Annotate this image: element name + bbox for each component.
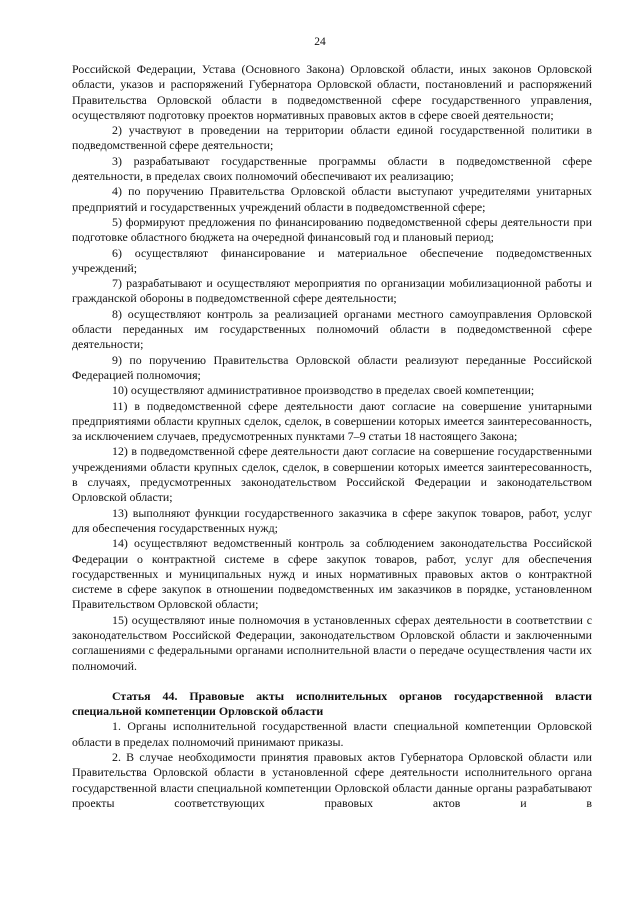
article-44-paragraph-2: 2. В случае необходимости принятия правовых актов Губернатора Орловской области или Правительства Орловской области в установленной сфере деятельности исполнительного органа государственной власти специальной компетенции Орловской области данные органы разрабатывают проекты соответствующих правовых актов и в <box>72 750 592 810</box>
list-item-6: 6) осуществляют финансирование и материальное обеспечение подведомственных учреждений; <box>72 245 592 275</box>
list-item-13: 13) выполняют функции государственного заказчика в сфере закупок товаров, работ, услуг для обеспечения государственных нужд; <box>72 505 592 535</box>
list-item-10: 10) осуществляют административное производство в пределах своей компетенции; <box>112 383 535 398</box>
list-item-7: 7) разрабатывают и осуществляют мероприятия по организации мобилизационной работы и гражданской обороны в подведомственной сфере деятельности; <box>72 276 592 306</box>
list-item-8: 8) осуществляют контроль за реализацией органами местного самоуправления Орловской области переданных им государственных полномочий области в подведомственной сфере деятельности; <box>72 306 592 352</box>
document-body <box>72 62 592 811</box>
list-item-4: 4) по поручению Правительства Орловской области выступают учредителями унитарных предприятий и государственных учреждений области в подведомственной сфере; <box>72 184 592 214</box>
list-item-9: 9) по поручению Правительства Орловской области реализуют переданные Российской Федерацией полномочия; <box>72 352 592 382</box>
paragraph-continuation: Российской Федерации, Устава (Основного Закона) Орловской области, иных законов Орловской области, указов и распоряжений Губернатора Орловской области, постановлений и распоряжений Правительства Орловской области в подведомственной сфере государственного управления, осуществляют подготовку проектов нормативных правовых актов в сфере своей деятельности; <box>72 62 592 122</box>
list-item-14: 14) осуществляют ведомственный контроль за соблюдением законодательства Российской Федерации о контрактной системе в сфере закупок товаров, работ, услуг для обеспечения государственных и муниципальных нужд и иных нормативных правовых актов о контрактной системе в сфере закупок в отношении подведомственных им заказчиков в порядке, установленном Правительством Орловской области; <box>72 536 592 612</box>
article-44-heading: Статья 44. Правовые акты исполнительных органов государственной власти специальной компетенции Орловской области <box>72 688 592 719</box>
list-item-2: 2) участвуют в проведении на территории области единой государственной политики в подведомственной сфере деятельности; <box>72 123 592 153</box>
list-item-12: 12) в подведомственной сфере деятельности дают согласие на совершение государственными учреждениями области крупных сделок, сделок, в совершении которых имеется заинтересованность, в случаях, предусмотренных законодательством Российской Федерации и законодательством Орловской области; <box>72 444 592 505</box>
page-number: 24 <box>314 36 326 48</box>
list-item-5: 5) формируют предложения по финансированию подведомственной сферы деятельности при подготовке областного бюджета на очередной финансовый год и плановый период; <box>72 214 592 245</box>
list-item-11: 11) в подведомственной сфере деятельности дают согласие на совершение унитарными предприятиями области крупных сделок, сделок, в совершении которых имеется заинтересованность, за исключением случаев, предусмотренных пунктами 7–9 статьи 18 настоящего Закона; <box>72 398 592 444</box>
list-item-3: 3) разрабатывают государственные программы области в подведомственной сфере деятельности, в пределах своих полномочий обеспечивают их реализацию; <box>72 153 592 184</box>
article-44-paragraph-1: 1. Органы исполнительной государственной власти специальной компетенции Орловской области в пределах полномочий принимают приказы. <box>72 719 592 749</box>
list-item-15: 15) осуществляют иные полномочия в установленных сферах деятельности в соответствии с законодательством Российской Федерации, законодательством Орловской области и заключенными соглашениями с федеральными органами исполнительной власти о передаче осуществления части их полномочий. <box>72 612 592 673</box>
